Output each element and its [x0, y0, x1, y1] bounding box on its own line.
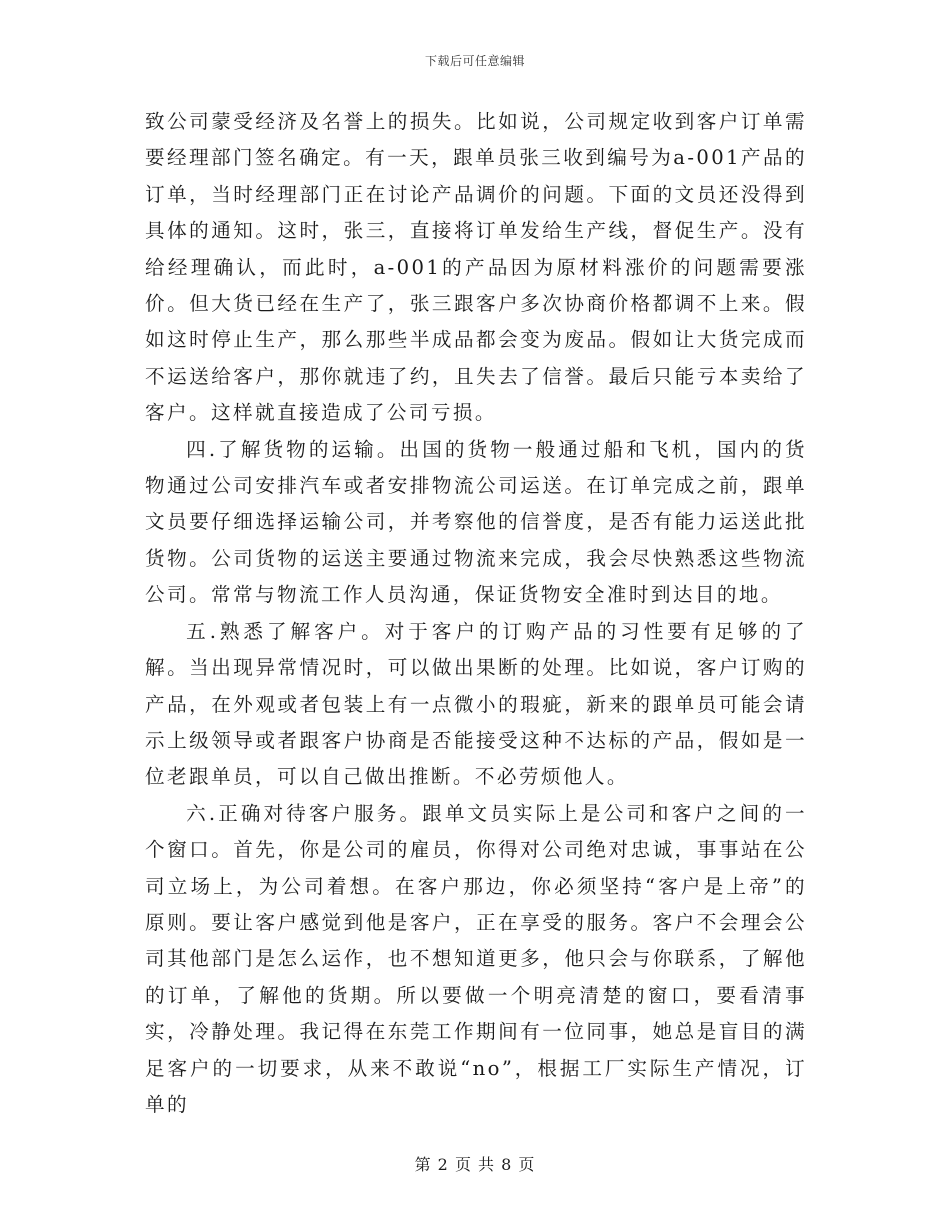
- paragraph-section-5: 五.熟悉了解客户。对于客户的订购产品的习性要有足够的了解。当出现异常情况时，可以做出果断的处理。比如说，客户订购的产品，在外观或者包装上有一点微小的瑕疵，新来的跟单员可能会请示上级领导或者跟客户协商是否能接受这种不达标的产品，假如是一位老跟单员，可以自己做出推断。不必劳烦他人。: [145, 619, 807, 789]
- paragraph-continuation: 致公司蒙受经济及名誉上的损失。比如说，公司规定收到客户订单需要经理部门签名确定。有一天，跟单员张三收到编号为a-001产品的订单，当时经理部门正在讨论产品调价的问题。下面的文员还没得到具体的通知。这时，张三，直接将订单发给生产线，督促生产。没有给经理确认，而此时，a-001的产品因为原材料涨价的问题需要涨价。但大货已经在生产了，张三跟客户多次协商价格都调不上来。假如这时停止生产，那么那些半成品都会变为废品。假如让大货完成而不运送给客户，那你就违了约，且失去了信誉。最后只能亏本卖给了客户。这样就直接造成了公司亏损。: [145, 110, 807, 425]
- page-header: 下载后可任意编辑: [424, 54, 525, 68]
- paragraph-section-4: 四.了解货物的运输。出国的货物一般通过船和飞机，国内的货物通过公司安排汽车或者安排物流公司运送。在订单完成之前，跟单文员要仔细选择运输公司，并考察他的信誉度，是否有能力运送此批货物。公司货物的运送主要通过物流来完成，我会尽快熟悉这些物流公司。常常与物流工作人员沟通，保证货物安全准时到达目的地。: [145, 437, 807, 607]
- document-body: [145, 104, 807, 1123]
- paragraph-section-6: 六.正确对待客户服务。跟单文员实际上是公司和客户之间的一个窗口。首先，你是公司的雇员，你得对公司绝对忠诚，事事站在公司立场上，为公司着想。在客户那边，你必须坚持“客户是上帝”的原则。要让客户感觉到他是客户，正在享受的服务。客户不会理会公司其他部门是怎么运作，也不想知道更多，他只会与你联系，了解他的订单，了解他的货期。所以要做一个明亮清楚的窗口，要看清事实，冷静处理。我记得在东莞工作期间有一位同事，她总是盲目的满足客户的一切要求，从来不敢说“no”，根据工厂实际生产情况，订单的: [145, 801, 807, 1116]
- page-number-footer: 第 2 页 共 8 页: [414, 1155, 536, 1174]
